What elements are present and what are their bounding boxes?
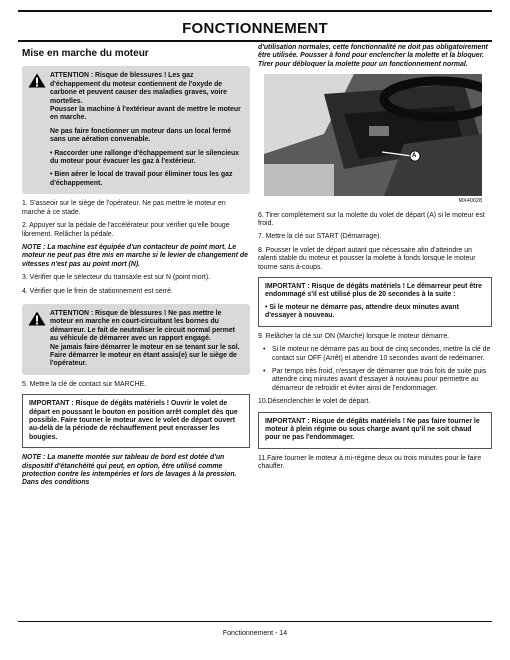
step-4: 4. Vérifier que le frein de stationnement est serré. [22,287,173,295]
step-1: 1. S'asseoir sur le siège de l'opérateur. Ne pas mettre le moteur en marche à ce stade. [22,200,226,216]
warning-text: • Bien aérer le local de travail pour éliminer tous les gaz d'échappement. [50,171,233,187]
section-title: Mise en marche du moteur [22,48,149,59]
bullet-item: • Par temps très froid, n'essayer de démarrer que trois fois de suite puis attendre cinq minutes avant d'essayer à nouveau pour permettre au démarreur de refroidir et éviter ainsi de l'endommager. [258,368,492,393]
note-seal-continued: d'utilisation normales, cette fonctionnalité ne doit pas obligatoirement être utilisée. Pousser à fond pour enclencher la molette et la bloquer. Tirer pour débloquer la molette pour un fonctionnement normal. [258,44,488,68]
important-text: • Si le moteur ne démarre pas, attendre deux minutes avant d'essayer à nouveau. [265,303,459,320]
note-seal: NOTE : La manette montée sur tableau de bord est dotée d'un dispositif d'étanchéité qui peut, en option, être utilisé comme protection contre les intempéries et lors de lavages à la pression. Dans des conditions [22,454,237,487]
step-11: 11.Faire tourner le moteur à mi-régime deux ou trois minutes pour le faire chauffer. [258,454,482,471]
step-10: 10.Désenclencher le volet de départ. [258,398,371,406]
warning-text: Ne pas faire fonctionner un moteur dans un local fermé sans une aération convenable. [50,127,232,144]
important-box-choke [22,394,250,448]
footer-rule [18,621,492,622]
right-column [258,44,492,477]
header-rule-top [18,10,492,12]
warning-text: • Raccorder une rallonge d'échappement sur le silencieux du moteur pour évacuer les gaz à l'extérieur. [50,149,240,166]
dashboard-photo [264,74,482,196]
warning-text: Pousser la machine à l'extérieur avant de mettre le moteur en marche. [50,106,241,122]
warning-box-exhaust [22,66,250,194]
page-title: FONCTIONNEMENT [182,20,328,37]
step-8: 8. Pousser le volet de départ autant que nécessaire afin d'atteindre un ralenti stable du moteur et pousser la molette à fonds lorsque le moteur tourne sans à-coups. [258,246,476,271]
step-5: 5. Mettre la clé de contact sur MARCHE. [22,380,147,388]
warning-triangle-icon [28,72,50,106]
header-rule-bottom [18,40,492,42]
important-text: IMPORTANT : Risque de dégâts matériels ! Le démarreur peut être endommagé s'il est utilisé plus de 20 secondes à la suite : [265,283,482,299]
warning-triangle-icon [28,310,50,344]
important-text: IMPORTANT : Risque de dégâts matériels ! Ouvrir le volet de départ en poussant le bouton en position arrêt complet dès que possible. Faire tourner le moteur avec le volet de départ ouvert au-delà de la période de réchauffement peut encrasser les bougies. [29,400,238,441]
step-9: 9. Relâcher la clé sur ON (Marche) lorsque le moteur démarre. [258,332,450,340]
step-7: 7. Mettre la clé sur START (Démarrage). [258,233,382,241]
note-neutral-switch: NOTE : La machine est équipée d'un contacteur de point mort. Le moteur ne peut pas être mis en marche si le levier de changement de vitesses n'est pas au point mort (N). [22,243,248,268]
photo-callout-a: A [412,153,417,160]
warning-box-starter [22,304,250,375]
important-box-starter [258,277,492,327]
photo-caption: MX40028 [458,198,482,205]
step-6: 6. Tirer complètement sur la molette du volet de départ (A) si le moteur est froid. [258,211,485,228]
page-footer: Fonctionnement - 14 [222,630,288,637]
bullet-item: • Si le moteur ne démarre pas au bout de cinq secondes, mettre la clé de contact sur OFF (Arrêt) et attendre 10 secondes avant de redémarrer. [258,346,492,363]
important-text: IMPORTANT : Risque de dégâts matériels ! Ne pas faire tourner le moteur à plein régime ou sous charge avant qu'il ne soit chaud pour ne pas l'endommager. [265,417,480,442]
warning-text: ATTENTION : Risque de blessures ! Les gaz d'échappement du moteur contiennent de l'oxyde de carbone et peuvent causer des maladies graves, voire mortelles. [50,72,227,105]
dashboard-illustration [264,74,482,196]
left-column [22,44,250,493]
important-box-warmup [258,412,492,449]
step-3: 3. Vérifier que le sélecteur du transaxle est sur N (point mort). [22,274,211,282]
step-2: 2. Appuyer sur la pédale de l'accélérateur pour vérifier qu'elle bouge librement. Relâcher la pédale. [22,222,230,238]
warning-text: Ne jamais faire démarrer le moteur en se tenant sur le sol. Faire démarrer le moteur en étant assis(e) sur le siège de l'opérateur. [50,343,240,368]
warning-text: ATTENTION : Risque de blessures ! Ne pas mettre le moteur en marche en court-circuitant les bornes du démarreur. Le fait de neutraliser le circuit normal permet au véhicule de démarrer avec un rapport engagé. [50,309,235,343]
